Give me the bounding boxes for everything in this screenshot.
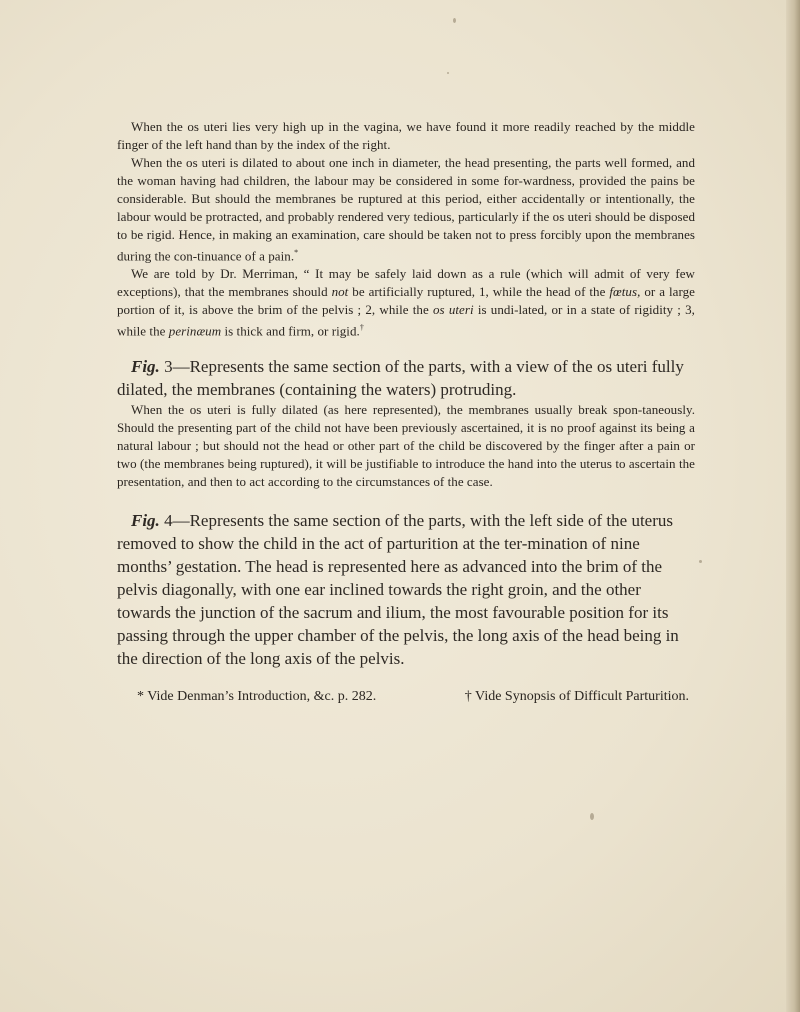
page-edge: [786, 0, 800, 1012]
paragraph-2: [117, 154, 695, 265]
paragraph-4: When the os uteri is fully dilated (as here represented), the membranes usually break spon-taneously. Should the presenting part of the child not have been previously ascertained, it is no proof against its being a natural labour ; but should not the head or other part of the child be discovered by the finger after a pain or two (the membranes being ruptured), it will be justifiable to introduce the hand into the uterus to ascertain the presentation, and then to act according to the circumstances of the case.: [117, 401, 695, 489]
emphasis-os-uteri: os uteri: [432, 302, 474, 318]
paragraph-1: When the os uteri lies very high up in the vagina, we have found it more readily reached by the middle finger of the left hand than by the index of the right.: [117, 119, 695, 152]
figure-label: Fig.: [131, 510, 160, 530]
paper-speck: [447, 72, 449, 74]
emphasis-perinaeum: perinæum: [168, 323, 222, 339]
footnotes: [117, 688, 695, 706]
paper-speck: [590, 813, 594, 820]
paragraph-3: [117, 265, 695, 340]
paragraph-3-text: be artificially ruptured, 1, while the head of the: [348, 284, 610, 300]
paragraph-3-text: We are told by Dr. Merriman, “ It may be safely laid down as a rule (which will admit of very few exceptions), that the membranes should: [117, 266, 695, 300]
figure-label: Fig.: [131, 356, 160, 376]
emphasis-foetus: fœtus,: [609, 284, 641, 300]
footnote-ref-dagger: †: [359, 323, 364, 333]
paragraph-3-text: or a large portion of it, is above the brim of the pelvis ; 2, while the: [117, 284, 695, 318]
footnote-star: * Vide Denman’s Introduction, &c. p. 282.: [137, 688, 377, 704]
figure-4-text: 4—Represents the same section of the parts, with the left side of the uterus removed to show the child in the act of parturition at the ter-mination of nine months’ gestation. The head is represented here as advanced into the brim of the pelvis diagonally, with one ear inclined towards the right groin, and the other towards the junction of the sacrum and ilium, the most favourable position for its passing through the upper chamber of the pelvis, the long axis of the head being in the direction of the long axis of the pelvis.: [117, 510, 679, 668]
paragraph-3-text: is undi-lated, or in a state of rigidity ; 3, while the: [117, 302, 695, 339]
footnote-ref-star: *: [294, 248, 299, 257]
page-content: [117, 118, 695, 706]
figure-4-caption: [117, 509, 695, 670]
paragraph-2-text: When the os uteri is dilated to about one inch in diameter, the head presenting, the parts well formed, and the woman having had children, the labour may be considered in some for-wardness, provided the pains be considerable. But should the membranes be ruptured at this period, either accidentally or intentionally, the labour would be protracted, and probably rendered very tedious, particularly if the os uteri should be disposed to be rigid. Hence, in making an examination, care should be taken not to press forcibly upon the membranes during the con-tinuance of a pain.: [117, 155, 695, 264]
figure-3-caption: [117, 355, 695, 401]
figure-3-text: 3—Represents the same section of the parts, with a view of the os uteri fully dilated, the membranes (containing the waters) protruding.: [117, 356, 684, 399]
emphasis-not: not: [331, 284, 349, 300]
paper-speck: [453, 18, 456, 23]
footnote-dagger: † Vide Synopsis of Difficult Parturition.: [464, 688, 689, 704]
paper-speck: [699, 560, 702, 563]
paragraph-3-text: is thick and firm, or rigid.: [221, 323, 360, 339]
